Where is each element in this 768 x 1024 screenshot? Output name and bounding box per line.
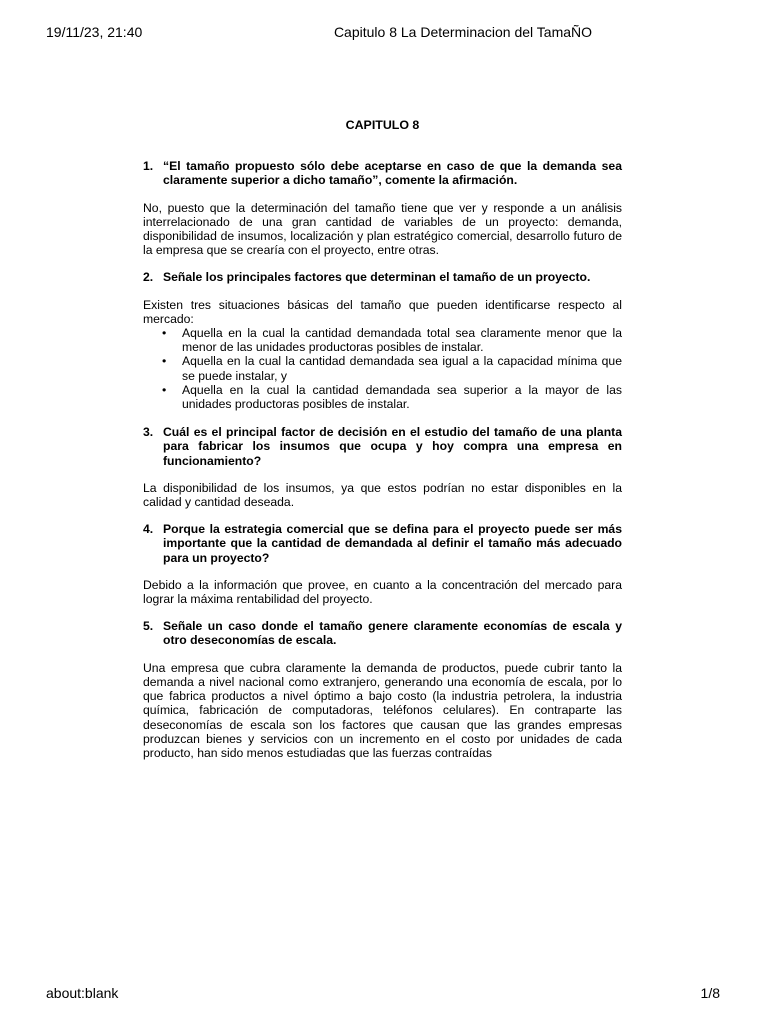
bullet-icon: • (162, 326, 167, 341)
list-item-text: Aquella en la cual la cantidad demandada sea superior a la mayor de las unidades productoras posibles de instalar. (182, 382, 622, 412)
list-item (143, 383, 622, 411)
answer-3: La disponibilidad de los insumos, ya que estos podrían no estar disponibles en la calidad y cantidad deseada. (143, 480, 622, 510)
question-number: 3. (143, 425, 154, 440)
answer-2-intro: Existen tres situaciones básicas del tamaño que pueden identificarse respecto al mercado: (143, 297, 622, 326)
print-datetime: 19/11/23, 21:40 (46, 24, 143, 40)
question-text: Señale los principales factores que determinan el tamaño de un proyecto. (163, 270, 591, 285)
question-1 (143, 159, 622, 187)
question-number: 1. (143, 159, 154, 174)
question-4 (143, 522, 622, 565)
document-body (143, 118, 622, 773)
list-item (143, 354, 622, 382)
chapter-title: CAPITULO 8 (345, 118, 420, 132)
bullet-list (143, 326, 622, 411)
question-number: 4. (143, 522, 154, 537)
question-5 (143, 619, 622, 647)
bullet-icon: • (162, 382, 167, 397)
page-indicator: 1/8 (700, 985, 720, 1001)
question-text: Cuál es el principal factor de decisión en el estudio del tamaño de una planta para fabricar los insumos que ocupa y hoy compra una empresa en funcionamiento? (163, 425, 622, 468)
answer-4: Debido a la información que provee, en cuanto a la concentración del mercado para lograr la máxima rentabilidad del proyecto. (143, 577, 622, 607)
list-item-text: Aquella en la cual la cantidad demandada sea igual a la capacidad mínima que se puede instalar, y (182, 354, 622, 383)
list-item (143, 326, 622, 354)
print-url: about:blank (46, 985, 119, 1001)
question-number: 2. (143, 270, 154, 285)
answer-5: Una empresa que cubra claramente la demanda de productos, puede cubrir tanto la demanda a nivel nacional como extranjero, generando una economía de escala, por lo que fabrica productos a nivel óptimo a bajo costo (la industria petrolera, la industria química, fabricación de computadoras, teléfonos celulares). En contraparte las deseconomías de escala son los factores que causan que las grandes empresas produzcan bienes y servicios con un incremento en el costo por unidades de cada producto, han sido menos estudiadas que las fuerzas contraídas (143, 660, 622, 760)
question-text: Porque la estrategia comercial que se defina para el proyecto puede ser más importante que la cantidad de demandada al definir el tamaño más adecuado para un proyecto? (163, 522, 622, 565)
list-item-text: Aquella en la cual la cantidad demandada total sea claramente menor que la menor de las unidades productoras posibles de instalar. (182, 326, 622, 355)
print-page-title: Capitulo 8 La Determinacion del TamaÑO (333, 24, 593, 40)
question-2 (143, 270, 622, 284)
question-text: Señale un caso donde el tamaño genere claramente economías de escala y otro deseconomías de escala. (163, 619, 622, 648)
answer-1: No, puesto que la determinación del tamaño tiene que ver y responde a un análisis interrelacionado de una gran cantidad de variables de un proyecto: demanda, disponibilidad de insumos, localización y plan estratégico comercial, desarrollo futuro de la empresa que se crearía con el proyecto, entre otras. (143, 200, 622, 258)
print-footer (0, 985, 768, 1003)
question-number: 5. (143, 619, 154, 634)
bullet-icon: • (162, 354, 167, 369)
question-3 (143, 425, 622, 468)
print-header (0, 24, 768, 42)
question-text: “El tamaño propuesto sólo debe aceptarse en caso de que la demanda sea claramente superior a dicho tamaño”, comente la afirmación. (163, 159, 622, 188)
